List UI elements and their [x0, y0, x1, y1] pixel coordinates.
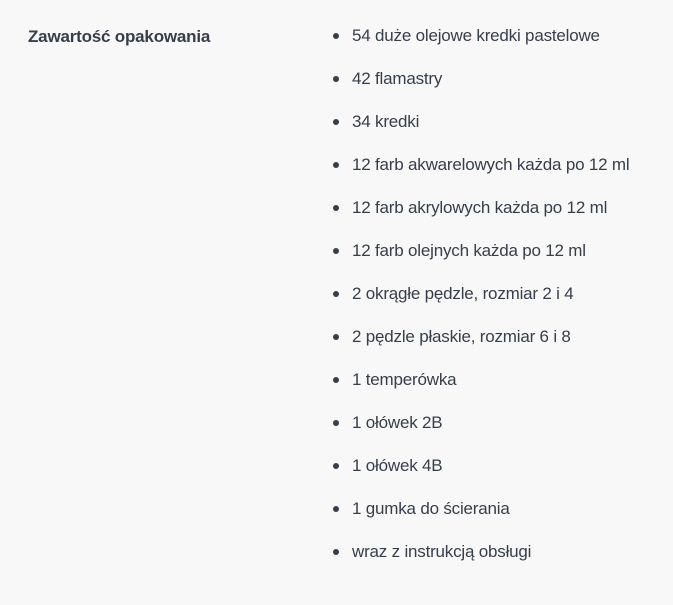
package-contents-list — [330, 27, 655, 561]
list-item — [330, 500, 655, 518]
list-item-text: 1 temperówka — [352, 370, 457, 389]
bullet-icon — [333, 549, 339, 555]
list-item-text: 1 ołówek 2B — [352, 413, 443, 432]
list-item-text: 54 duże olejowe kredki pastelowe — [352, 26, 600, 45]
list-item — [330, 242, 655, 260]
list-item-text: 1 ołówek 4B — [352, 456, 443, 475]
list-item — [330, 543, 655, 561]
list-item-text: wraz z instrukcją obsługi — [352, 542, 532, 561]
bullet-icon — [333, 420, 339, 426]
list-item — [330, 27, 655, 45]
bullet-icon — [333, 119, 339, 125]
bullet-icon — [333, 33, 339, 39]
list-item — [330, 113, 655, 131]
list-item-text: 12 farb olejnych każda po 12 ml — [352, 241, 586, 260]
list-item — [330, 285, 655, 303]
bullet-icon — [333, 463, 339, 469]
bullet-icon — [333, 248, 339, 254]
list-item-text: 42 flamastry — [352, 69, 443, 88]
list-item — [330, 457, 655, 475]
list-item-text: 34 kredki — [352, 112, 420, 131]
list-item-text: 1 gumka do ścierania — [352, 499, 510, 518]
list-item — [330, 328, 655, 346]
bullet-icon — [333, 291, 339, 297]
list-item-text: 2 okrągłe pędzle, rozmiar 2 i 4 — [352, 284, 574, 303]
list-item-text: 2 pędzle płaskie, rozmiar 6 i 8 — [352, 327, 571, 346]
list-item — [330, 371, 655, 389]
bullet-icon — [333, 162, 339, 168]
spec-label: Zawartość opakowania — [28, 27, 211, 46]
bullet-icon — [333, 377, 339, 383]
list-item — [330, 414, 655, 432]
bullet-icon — [333, 76, 339, 82]
list-item — [330, 156, 655, 174]
list-item — [330, 199, 655, 217]
bullet-icon — [333, 205, 339, 211]
list-item-text: 12 farb akrylowych każda po 12 ml — [352, 198, 608, 217]
list-item-text: 12 farb akwarelowych każda po 12 ml — [352, 155, 630, 174]
bullet-icon — [333, 506, 339, 512]
list-item — [330, 70, 655, 88]
bullet-icon — [333, 334, 339, 340]
